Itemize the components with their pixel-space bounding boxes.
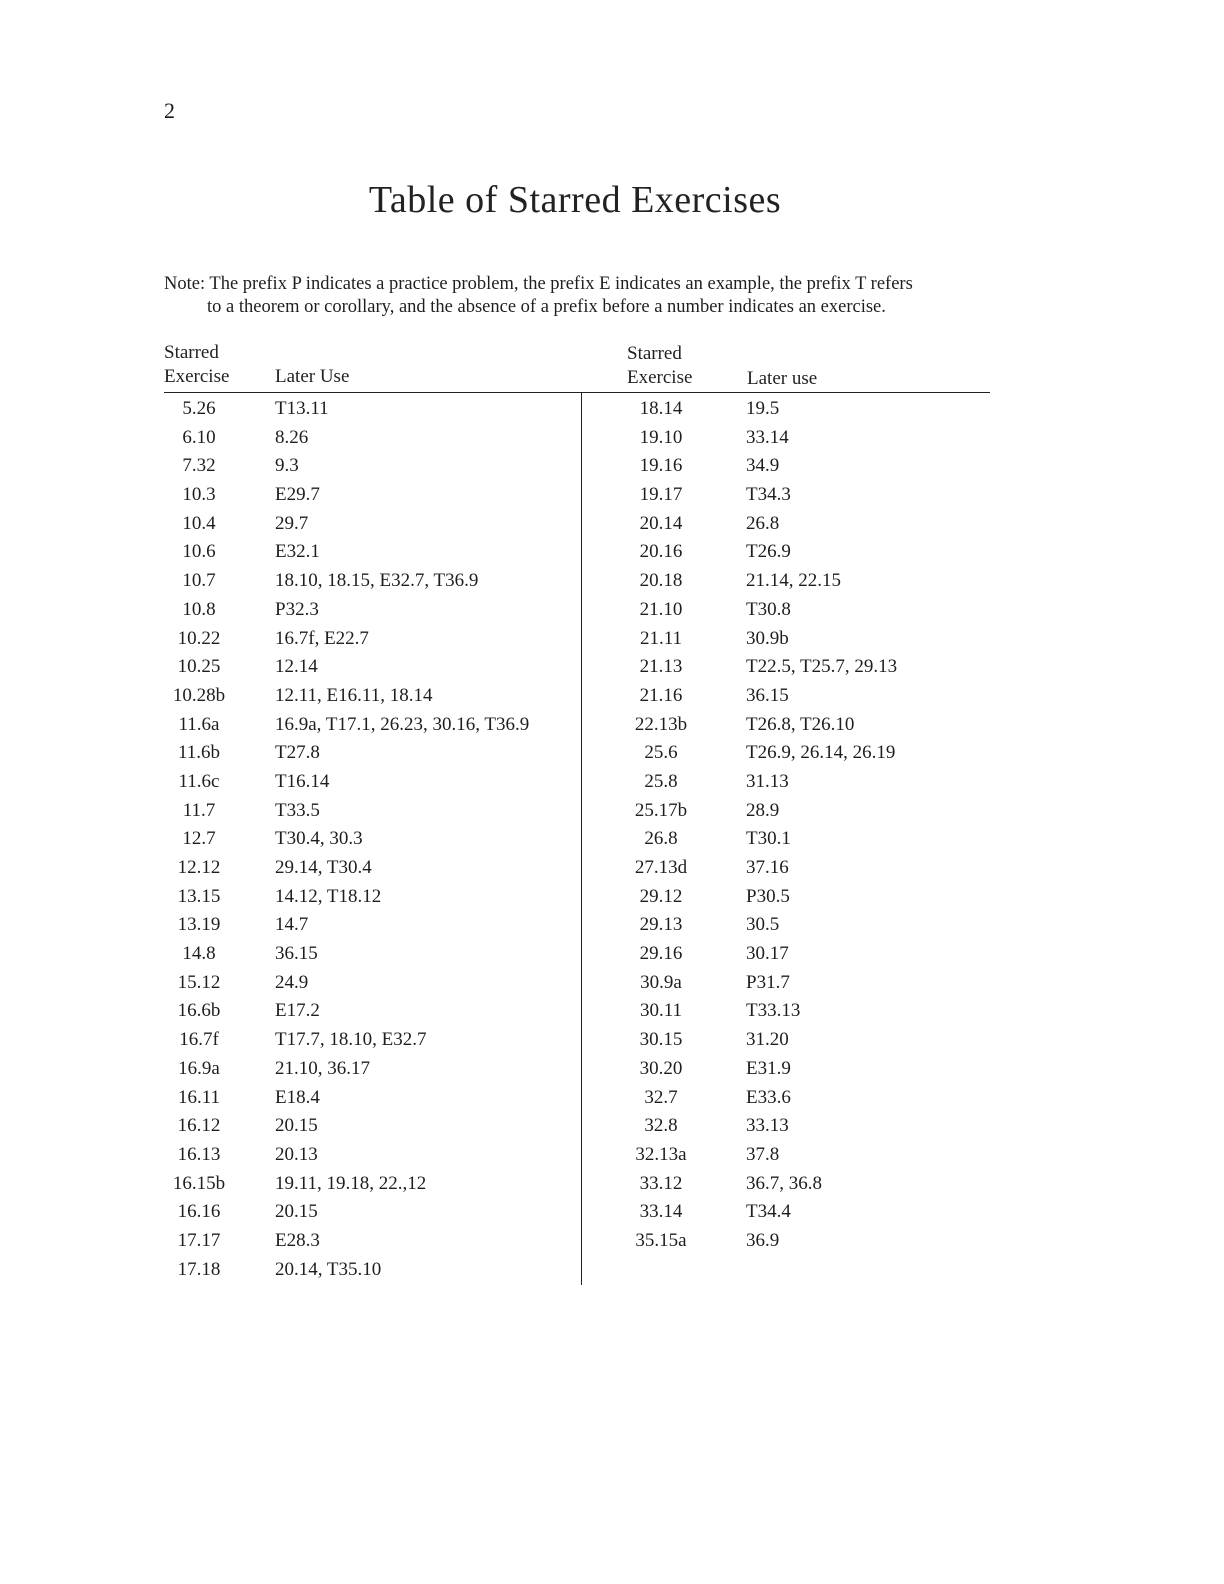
table-row <box>616 854 996 883</box>
table-row <box>616 452 996 481</box>
table-row <box>616 682 996 711</box>
later-use-cell: 20.15 <box>275 1201 318 1223</box>
later-use-cell: 12.14 <box>275 656 318 678</box>
table-row <box>164 911 574 940</box>
later-use-cell: 31.13 <box>746 770 789 792</box>
later-use-cell: 34.9 <box>746 455 780 477</box>
later-use-cell: T34.4 <box>746 1201 791 1223</box>
starred-exercise-cell: 15.12 <box>177 971 221 993</box>
later-use-cell: 19.11, 19.18, 22.,12 <box>275 1172 427 1194</box>
table-row <box>616 768 996 797</box>
table-row <box>616 538 996 567</box>
left-header-later-use: Later Use <box>275 366 350 387</box>
table-row <box>616 510 996 539</box>
table-row <box>164 854 574 883</box>
header-rule <box>164 392 990 393</box>
starred-exercise-cell: 16.13 <box>177 1143 221 1165</box>
later-use-cell: 26.8 <box>746 512 780 534</box>
later-use-cell: 12.11, E16.11, 18.14 <box>275 684 433 706</box>
later-use-cell: 19.5 <box>746 398 780 419</box>
table-row <box>164 739 574 768</box>
table-row <box>164 1084 574 1113</box>
starred-exercise-cell: 10.8 <box>182 598 216 620</box>
later-use-cell: T26.9 <box>746 541 791 563</box>
starred-exercise-cell: 22.13b <box>634 713 688 735</box>
starred-exercise-cell: 17.17 <box>177 1229 221 1251</box>
starred-exercise-cell: 17.18 <box>177 1258 221 1280</box>
table-row <box>616 739 996 768</box>
starred-exercise-cell: 32.13a <box>635 1143 687 1165</box>
starred-exercise-cell: 16.7f <box>179 1029 219 1051</box>
starred-exercise-cell: 10.4 <box>182 512 216 534</box>
table-row <box>616 596 996 625</box>
starred-exercise-cell: 21.16 <box>639 684 683 706</box>
later-use-cell: 8.26 <box>275 426 309 448</box>
table-row <box>616 1141 996 1170</box>
later-use-cell: 14.12, T18.12 <box>275 885 382 907</box>
later-use-cell: E29.7 <box>275 484 320 506</box>
later-use-cell: T22.5, T25.7, 29.13 <box>746 656 898 678</box>
later-use-cell: 37.16 <box>746 857 789 878</box>
starred-exercise-cell: 16.15b <box>172 1172 226 1194</box>
later-use-cell: 36.15 <box>275 943 318 965</box>
later-use-cell: 16.7f, E22.7 <box>275 627 369 649</box>
later-use-cell: 36.7, 36.8 <box>746 1172 822 1194</box>
later-use-cell: 14.7 <box>275 914 309 936</box>
starred-exercise-cell: 35.15a <box>635 1229 687 1251</box>
starred-exercise-cell: 12.7 <box>182 828 216 850</box>
table-row <box>616 625 996 654</box>
starred-exercise-cell: 10.28b <box>172 684 226 706</box>
starred-exercise-cell: 14.8 <box>182 943 216 965</box>
starred-exercise-cell: 11.6a <box>178 713 220 735</box>
later-use-cell: 29.14, T30.4 <box>275 857 372 878</box>
table-row <box>616 567 996 596</box>
starred-exercise-cell: 33.12 <box>639 1172 683 1194</box>
table-row <box>164 997 574 1026</box>
page-number: 2 <box>164 98 175 123</box>
starred-exercise-cell: 13.19 <box>177 914 221 936</box>
table-row <box>164 711 574 740</box>
later-use-cell: E28.3 <box>275 1229 320 1251</box>
later-use-cell: 18.10, 18.15, E32.7, T36.9 <box>275 570 479 592</box>
later-use-cell: E33.6 <box>746 1086 791 1108</box>
table-row <box>616 1198 996 1227</box>
later-use-cell: 36.15 <box>746 684 789 706</box>
later-use-cell: T17.7, 18.10, E32.7 <box>275 1029 427 1051</box>
starred-exercise-cell: 21.10 <box>639 598 683 620</box>
starred-exercise-cell: 20.18 <box>639 570 683 592</box>
starred-exercise-cell: 16.6b <box>177 1000 221 1022</box>
table-row <box>616 825 996 854</box>
later-use-cell: T13.11 <box>275 398 329 419</box>
table-row <box>164 424 574 453</box>
note-line-1: Note: The prefix P indicates a practice problem, the prefix E indicates an example, the prefix T refers <box>164 274 913 294</box>
table-row <box>164 797 574 826</box>
left-header-starred-line2: Exercise <box>164 366 230 387</box>
starred-exercise-cell: 33.14 <box>639 1201 683 1223</box>
table-row <box>164 940 574 969</box>
starred-exercise-cell: 16.11 <box>177 1086 221 1108</box>
later-use-cell: 24.9 <box>275 971 309 993</box>
table-row <box>616 940 996 969</box>
later-use-cell: E32.1 <box>275 541 320 563</box>
starred-exercise-cell: 11.7 <box>182 799 216 821</box>
table-row <box>164 1198 574 1227</box>
table-row <box>616 797 996 826</box>
later-use-cell: P32.3 <box>275 598 319 620</box>
starred-exercise-cell: 10.22 <box>177 627 221 649</box>
table-row <box>164 1055 574 1084</box>
note-paragraph <box>164 273 1004 319</box>
table-row <box>616 1227 996 1256</box>
table-row <box>616 711 996 740</box>
table-row <box>164 538 574 567</box>
table-row <box>616 1055 996 1084</box>
later-use-cell: T16.14 <box>275 770 330 792</box>
later-use-cell: P30.5 <box>746 885 790 907</box>
later-use-cell: T34.3 <box>746 484 791 506</box>
table-row <box>164 1170 574 1199</box>
table-row <box>164 452 574 481</box>
table-row <box>164 1141 574 1170</box>
starred-exercise-cell: 25.8 <box>644 770 678 792</box>
right-header-starred-line2: Exercise <box>627 367 693 388</box>
later-use-cell: E17.2 <box>275 1000 320 1022</box>
starred-exercise-cell: 27.13d <box>634 857 688 878</box>
starred-exercise-cell: 30.15 <box>639 1029 683 1051</box>
table-row <box>164 1227 574 1256</box>
starred-exercise-cell: 11.6c <box>178 770 220 792</box>
later-use-cell: 30.9b <box>746 627 789 649</box>
page-title: Table of Starred Exercises <box>368 179 782 221</box>
table-row <box>164 1026 574 1055</box>
left-header-starred <box>164 341 229 389</box>
later-use-cell: 36.9 <box>746 1229 780 1251</box>
right-header-starred <box>627 342 692 390</box>
later-use-cell: T26.9, 26.14, 26.19 <box>746 742 896 764</box>
left-table-column <box>164 395 574 1284</box>
column-divider <box>581 393 582 1285</box>
table-row <box>164 825 574 854</box>
starred-exercise-cell: 12.12 <box>177 857 221 878</box>
starred-exercise-cell: 19.10 <box>639 426 683 448</box>
table-row <box>616 1170 996 1199</box>
starred-exercise-cell: 25.6 <box>644 742 678 764</box>
left-header-starred-line1: Starred <box>164 342 219 363</box>
starred-exercise-cell: 10.6 <box>182 541 216 563</box>
starred-exercise-cell: 30.20 <box>639 1057 683 1079</box>
starred-exercise-cell: 16.12 <box>177 1115 221 1137</box>
table-row <box>164 883 574 912</box>
starred-exercise-cell: 29.12 <box>639 885 683 907</box>
right-header-later-use: Later use <box>747 368 818 389</box>
starred-exercise-cell: 11.6b <box>177 742 221 764</box>
later-use-cell: 16.9a, T17.1, 26.23, 30.16, T36.9 <box>275 713 530 735</box>
table-row <box>164 395 574 424</box>
table-row <box>164 567 574 596</box>
later-use-cell: P31.7 <box>746 971 790 993</box>
starred-exercise-cell: 26.8 <box>644 828 678 850</box>
starred-exercise-cell: 19.16 <box>639 455 683 477</box>
later-use-cell: T30.1 <box>746 828 791 850</box>
table-row <box>616 997 996 1026</box>
starred-exercise-cell: 19.17 <box>639 484 683 506</box>
starred-exercise-cell: 32.8 <box>644 1115 678 1137</box>
table-row <box>164 682 574 711</box>
starred-exercise-cell: 16.16 <box>177 1201 221 1223</box>
starred-exercise-cell: 20.16 <box>639 541 683 563</box>
table-row <box>164 653 574 682</box>
later-use-cell: 30.5 <box>746 914 780 936</box>
starred-exercise-cell: 29.16 <box>639 943 683 965</box>
table-row <box>164 510 574 539</box>
starred-exercise-cell: 10.25 <box>177 656 221 678</box>
table-row <box>164 625 574 654</box>
later-use-cell: 21.14, 22.15 <box>746 570 841 592</box>
starred-exercise-cell: 7.32 <box>182 455 216 477</box>
later-use-cell: 33.14 <box>746 426 789 448</box>
later-use-cell: T33.13 <box>746 1000 801 1022</box>
later-use-cell: T27.8 <box>275 742 320 764</box>
later-use-cell: T26.8, T26.10 <box>746 713 855 735</box>
later-use-cell: 20.13 <box>275 1143 318 1165</box>
later-use-cell: T30.4, 30.3 <box>275 828 363 850</box>
right-table-column <box>616 395 996 1256</box>
table-row <box>164 596 574 625</box>
starred-exercise-cell: 30.9a <box>640 971 682 993</box>
starred-exercise-cell: 32.7 <box>644 1086 678 1108</box>
table-row <box>616 1026 996 1055</box>
table-row <box>616 481 996 510</box>
starred-exercise-cell: 25.17b <box>634 799 688 821</box>
table-row <box>164 768 574 797</box>
table-row <box>616 1084 996 1113</box>
later-use-cell: 28.9 <box>746 799 780 821</box>
later-use-cell: 33.13 <box>746 1115 789 1137</box>
later-use-cell: E18.4 <box>275 1086 320 1108</box>
table-row <box>616 883 996 912</box>
starred-exercise-cell: 6.10 <box>182 426 216 448</box>
starred-exercise-cell: 30.11 <box>639 1000 683 1022</box>
table-row <box>616 395 996 424</box>
table-row <box>164 481 574 510</box>
later-use-cell: 37.8 <box>746 1143 780 1165</box>
later-use-cell: 29.7 <box>275 512 309 534</box>
starred-exercise-cell: 18.14 <box>639 398 683 419</box>
table-row <box>164 1112 574 1141</box>
starred-exercise-cell: 21.13 <box>639 656 683 678</box>
starred-exercise-cell: 16.9a <box>178 1057 220 1079</box>
note-line-2: to a theorem or corollary, and the absence of a prefix before a number indicates an exercise. <box>207 297 886 317</box>
starred-exercise-cell: 21.11 <box>639 627 683 649</box>
table-row <box>616 969 996 998</box>
later-use-cell: E31.9 <box>746 1057 791 1079</box>
starred-exercise-cell: 10.3 <box>182 484 216 506</box>
right-header-starred-line1: Starred <box>627 343 682 364</box>
table-row <box>164 1256 574 1285</box>
later-use-cell: T33.5 <box>275 799 320 821</box>
table-row <box>616 424 996 453</box>
later-use-cell: 20.15 <box>275 1115 318 1137</box>
table-row <box>616 653 996 682</box>
table-row <box>164 969 574 998</box>
starred-exercise-cell: 29.13 <box>639 914 683 936</box>
starred-exercise-cell: 10.7 <box>182 570 216 592</box>
starred-exercise-cell: 20.14 <box>639 512 683 534</box>
later-use-cell: 20.14, T35.10 <box>275 1258 382 1280</box>
later-use-cell: 30.17 <box>746 943 789 965</box>
later-use-cell: 9.3 <box>275 455 299 477</box>
later-use-cell: 21.10, 36.17 <box>275 1057 370 1079</box>
table-row <box>616 911 996 940</box>
later-use-cell: 31.20 <box>746 1029 789 1051</box>
later-use-cell: T30.8 <box>746 598 791 620</box>
starred-exercise-cell: 5.26 <box>182 398 216 419</box>
starred-exercise-cell: 13.15 <box>177 885 221 907</box>
table-row <box>616 1112 996 1141</box>
